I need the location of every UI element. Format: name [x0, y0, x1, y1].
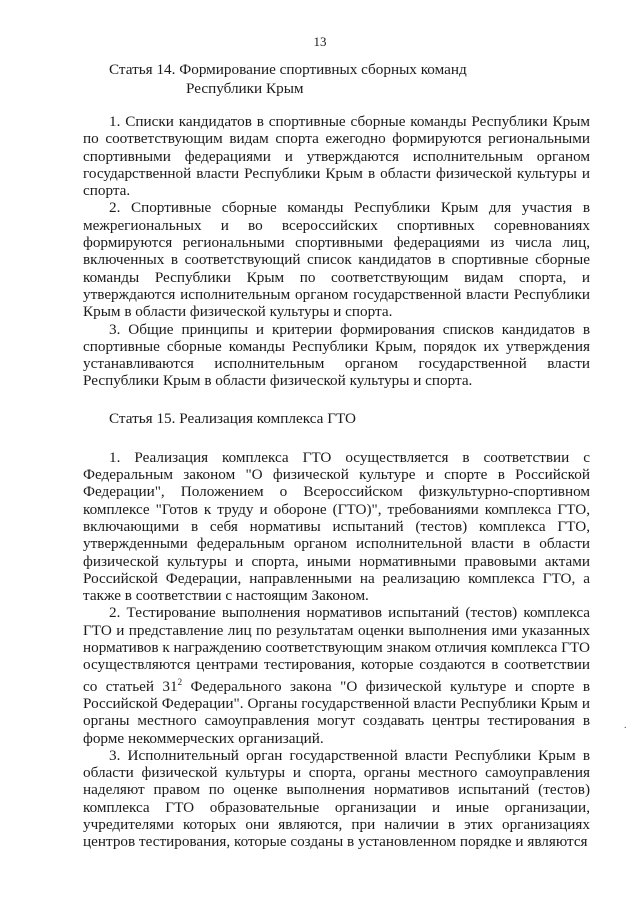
article-14-heading-line-1: Статья 14. Формирование спортивных сборных команд — [109, 61, 467, 78]
margin-mark: . — [624, 720, 627, 731]
article-14-heading-line-2: Республики Крым — [186, 80, 304, 97]
page-number: 13 — [313, 34, 327, 49]
article-15-paragraph-3: 3. Исполнительный орган государственной власти Республики Крым в области физической культуры и спорта, органы местного самоуправления наделяют правом по оценке выполнения нормативов испытаний (тестов) комплекса ГТО образовательные организации и иные организации, учредителями которых они являются, при наличии в этих организациях центров тестирования, которые созданы в установленном порядке и являются — [83, 746, 590, 851]
article-14-paragraph-3: 3. Общие принципы и критерии формирования списков кандидатов в спортивные сборные команды Республики Крым, порядок их утверждения устанавливаются исполнительным органом государственной власти Республики Крым в области физической культуры и спорта. — [83, 320, 590, 390]
article-14-heading — [83, 60, 590, 98]
document-body — [83, 60, 590, 851]
footnote-superscript: 2 — [177, 676, 183, 687]
article-15-heading: Статья 15. Реализация комплекса ГТО — [109, 409, 357, 427]
article-15-paragraph-2-text-b: Федерального закона "О физической культуре и спорте в Российской Федерации". Органы государственной власти Республики Крым и органы местного самоуправления могут создавать центры тестирования в форме некоммерческих организаций. — [83, 677, 590, 747]
article-14-paragraph-1: 1. Списки кандидатов в спортивные сборные команды Республики Крым по соответствующим видам спорта ежегодно формируются региональными спортивными федерациями и утверждаются исполнительным органом государственной власти Республики Крым в области физической культуры и спорта. — [83, 113, 590, 200]
article-15-paragraph-2-text-a: 2. Тестирование выполнения нормативов испытаний (тестов) комплекса ГТО и представление лиц по результатам оценки выполнения ими указанных нормативов к награждению соответствующим знаком отличия комплекса ГТО осуществляются центрами тестирования, которые создаются в соответствии со статьей 31 — [83, 604, 590, 695]
article-15-paragraph-1: 1. Реализация комплекса ГТО осуществляется в соответствии с Федеральным законом "О физической культуре и спорте в Российской Федерации", Положением о Всероссийском физкультурно-спортивном комплексе "Готов к труду и обороне (ГТО)", требованиями комплекса ГТО, включающими в себя нормативы испытаний (тестов) комплекса ГТО, утвержденными федеральным органом исполнительной власти в области физической культуры и спорта, иными нормативными правовыми актами Российской Федерации, направленными на реализацию комплекса ГТО, а также в соответствии с настоящим Законом. — [83, 448, 590, 605]
article-15-paragraph-2 — [83, 604, 590, 746]
article-14-paragraph-2: 2. Спортивные сборные команды Республики Крым для участия в межрегиональных и во всероссийских спортивных соревнованиях формируются региональными спортивными федерациями из числа лиц, включенных в соответствующий список кандидатов в спортивные сборные команды Республики Крым по соответствующим видам спорта, и утверждаются исполнительным органом государственной власти Республики Крым в области физической культуры и спорта. — [83, 199, 590, 321]
